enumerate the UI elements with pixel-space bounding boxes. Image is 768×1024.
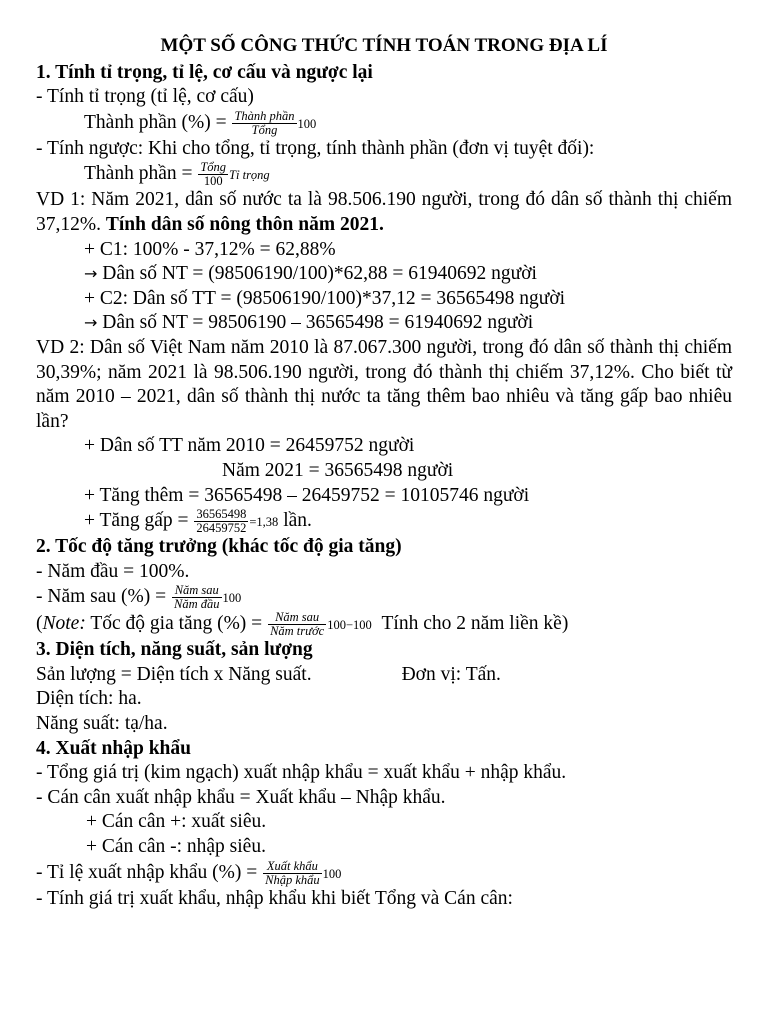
formula-lhs: Tốc độ gia tăng (%) =: [90, 613, 263, 635]
formula-thanh-phan-absolute: [36, 161, 732, 188]
formula-lhs: - Tỉ lệ xuất nhập khẩu (%) =: [36, 861, 258, 883]
formula-lhs: + Tăng gấp =: [84, 510, 189, 532]
example-2: VD 2: Dân số Việt Nam năm 2010 là 87.067.300 người, trong đó dân số thành thị chiếm 30,39%; năm 2021 là 98.506.190 người, trong đó thành thị chiếm 37,12%. Cho biết từ năm 2010 – 2021, dân số thành thị nước ta tăng thêm bao nhiêu và tăng gấp bao nhiêu lần?: [36, 336, 732, 432]
fraction: [263, 860, 322, 887]
section-4-heading: 4. Xuất nhập khẩu: [36, 737, 191, 759]
result-text: Dân số NT = (98506190/100)*62,88 = 61940692 người: [102, 263, 537, 285]
section-1-heading: 1. Tính tỉ trọng, tỉ lệ, cơ cấu và ngược lại: [36, 61, 373, 83]
example-1-question: Tính dân số nông thôn năm 2021.: [105, 213, 384, 235]
fraction-numerator: Thành phần: [234, 108, 295, 123]
s4-line-2: - Cán cân xuất nhập khẩu = Xuất khẩu – Nhập khẩu.: [36, 786, 446, 808]
example-2-answer-4: [36, 508, 732, 535]
s2-line-1: - Năm đầu = 100%.: [36, 560, 190, 582]
fraction: [268, 611, 326, 638]
s1-line-1: - Tính tỉ trọng (tỉ lệ, cơ cấu): [36, 86, 254, 108]
fraction-denominator: Nhập khẩu: [265, 872, 320, 887]
s4-line-5: - Tính giá trị xuất khẩu, nhập khẩu khi biết Tổng và Cán cân:: [36, 887, 513, 909]
fraction-denominator: 100: [203, 174, 223, 189]
fraction-denominator: 26459752: [196, 521, 247, 536]
fraction-numerator: Năm sau: [172, 584, 222, 598]
example-2-answer-3: + Tăng thêm = 36565498 – 26459752 = 10105746 người: [84, 484, 530, 506]
fraction: [172, 584, 222, 611]
fraction-numerator: Xuất khẩu: [263, 860, 322, 874]
fraction-numerator: 36565498: [196, 507, 247, 522]
fraction-denominator: Năm trước: [270, 624, 325, 639]
page-title: MỘT SỐ CÔNG THỨC TÍNH TOÁN TRONG ĐỊA LÍ: [160, 35, 608, 56]
formula-result: =1,38: [249, 515, 279, 530]
example-1-c1-result: [36, 262, 732, 287]
s4-line-3: + Cán cân +: xuất siêu.: [86, 811, 267, 833]
fraction-denominator: Tổng: [251, 122, 278, 137]
formula-multiplier: 100: [222, 591, 242, 606]
example-1: [36, 188, 732, 237]
s1-line-2: - Tính ngược: Khi cho tổng, tỉ trọng, tính thành phần (đơn vị tuyệt đối):: [36, 137, 595, 159]
section-3-heading: 3. Diện tích, năng suất, sản lượng: [36, 639, 313, 661]
arrow-right-icon: →: [84, 264, 98, 284]
fraction-numerator: Tổng: [200, 160, 227, 175]
arrow-right-icon: →: [84, 313, 98, 333]
formula-nam-sau: [36, 584, 732, 611]
formula-thanh-phan-percent: [36, 110, 732, 137]
note-label: Note:: [42, 613, 86, 635]
formula-lhs: Thành phần (%) =: [84, 111, 227, 133]
formula-lhs: Thành phần =: [84, 163, 193, 185]
example-1-c2-result: [36, 311, 732, 336]
formula-ti-le-xnk: [36, 860, 732, 887]
formula-multiplier: 100−100: [327, 618, 372, 633]
note-tail: Tính cho 2 năm liền kề): [381, 613, 569, 635]
s3-line-1: [36, 663, 732, 688]
s3-line-3: Năng suất: tạ/ha.: [36, 713, 168, 735]
s4-line-4: + Cán cân -: nhập siêu.: [86, 836, 266, 858]
example-2-answer-1: + Dân số TT năm 2010 = 26459752 người: [84, 435, 415, 457]
section-2-heading: 2. Tốc độ tăng trưởng (khác tốc độ gia tăng): [36, 536, 402, 558]
formula-lhs: - Năm sau (%) =: [36, 586, 167, 608]
example-1-c1-step: + C1: 100% - 37,12% = 62,88%: [84, 238, 336, 260]
example-2-answer-2: Năm 2021 = 36565498 người: [222, 459, 454, 481]
fraction-numerator: Năm sau: [268, 611, 326, 625]
example-1-c2-step: + C2: Dân số TT = (98506190/100)*37,12 = 36565498 người: [84, 287, 566, 309]
formula-multiplier: Tỉ trọng: [229, 168, 270, 183]
note-toc-do-gia-tang: [36, 611, 732, 638]
s4-line-1: - Tổng giá trị (kim ngạch) xuất nhập khẩu = xuất khẩu + nhập khẩu.: [36, 762, 567, 784]
formula-multiplier: 100: [297, 116, 317, 131]
s3-line-2: Diện tích: ha.: [36, 688, 142, 710]
formula-tail: lần.: [283, 510, 312, 532]
fraction-denominator: Năm đầu: [174, 597, 220, 612]
fraction: [194, 508, 248, 535]
fraction: [232, 110, 296, 137]
san-luong-formula: Sản lượng = Diện tích x Năng suất.: [36, 663, 312, 685]
formula-multiplier: 100: [322, 866, 342, 881]
fraction: [198, 161, 228, 188]
note-open: (: [36, 613, 43, 635]
result-text: Dân số NT = 98506190 – 36565498 = 61940692 người: [102, 312, 534, 334]
example-1-text: VD 1: Năm 2021, dân số nước ta là 98.506.190 người, trong đó dân số thành thị chiếm 37,12%.: [36, 189, 732, 235]
unit-text: Đơn vị: Tấn.: [401, 663, 501, 685]
